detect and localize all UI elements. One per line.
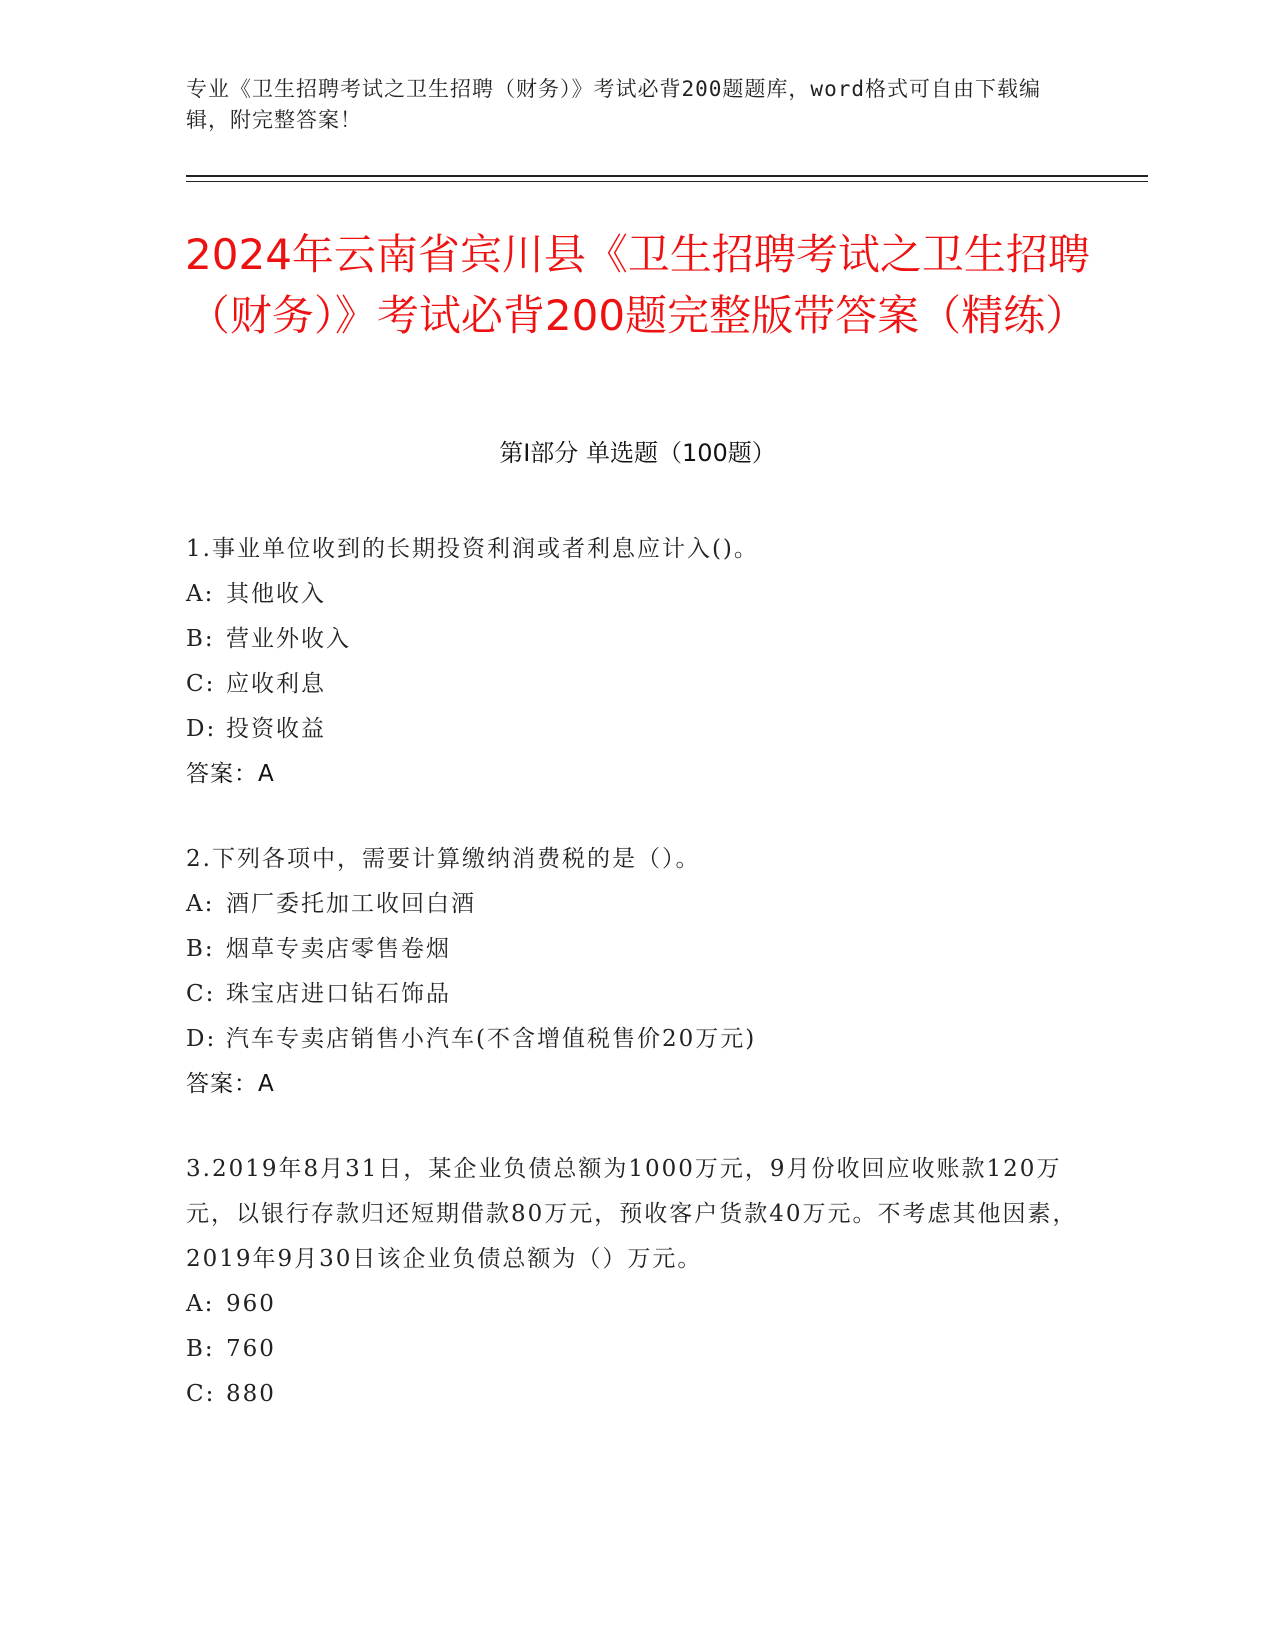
question-stem: 2.下列各项中，需要计算缴纳消费税的是（）。 <box>186 846 701 872</box>
option-text: 酒厂委托加工收回白酒 <box>226 891 476 917</box>
option-key: B: <box>186 1336 215 1362</box>
option-key: D: <box>186 1026 217 1052</box>
option-a <box>186 882 1081 927</box>
option-key: A: <box>186 891 215 917</box>
option-key: B: <box>186 626 215 652</box>
option-text: 汽车专卖店销售小汽车(不含增值税售价20万元) <box>226 1026 757 1052</box>
option-key: B: <box>186 936 215 962</box>
header-note: 专业《卫生招聘考试之卫生招聘（财务）》考试必背200题题库，word格式可自由下载编辑，附完整答案！ <box>186 77 1041 132</box>
option-text: 应收利息 <box>226 671 326 697</box>
option-key: C: <box>186 981 216 1007</box>
option-d <box>186 1017 1081 1062</box>
option-d <box>186 707 1081 752</box>
option-text: 760 <box>226 1336 276 1362</box>
option-text: 投资收益 <box>226 716 326 742</box>
question-2 <box>186 837 1081 1107</box>
option-key: D: <box>186 716 217 742</box>
option-a <box>186 572 1081 617</box>
option-text: 珠宝店进口钻石饰品 <box>226 981 451 1007</box>
option-text: 880 <box>226 1381 276 1407</box>
header-rule-thin <box>186 181 1148 182</box>
question-stem: 1.事业单位收到的长期投资利润或者利息应计入()。 <box>186 536 759 562</box>
option-text: 其他收入 <box>226 581 326 607</box>
option-b <box>186 617 1081 662</box>
option-text: 营业外收入 <box>226 626 351 652</box>
section-heading: 第I部分 单选题（100题） <box>499 439 776 467</box>
option-key: A: <box>186 581 215 607</box>
answer-line: 答案：A <box>186 1071 275 1097</box>
answer-line: 答案：A <box>186 761 275 787</box>
option-key: C: <box>186 671 216 697</box>
option-b <box>186 927 1081 972</box>
option-text: 烟草专卖店零售卷烟 <box>226 936 451 962</box>
question-stem: 3.2019年8月31日，某企业负债总额为1000万元，9月份收回应收账款120万元，以银行存款归还短期借款80万元，预收客户货款40万元。不考虑其他因素，2019年9月30日该企业负债总额为（）万元。 <box>186 1156 1078 1272</box>
question-1 <box>186 527 1081 797</box>
option-key: C: <box>186 1381 216 1407</box>
option-c <box>186 662 1081 707</box>
option-text: 960 <box>226 1291 276 1317</box>
question-list <box>186 527 1081 1457</box>
header-rule-thick <box>186 175 1148 177</box>
option-c <box>186 1372 1081 1417</box>
option-key: A: <box>186 1291 215 1317</box>
document-title: 2024年云南省宾川县《卫生招聘考试之卫生招聘（财务）》考试必背200题完整版带答案（精练） <box>185 230 1090 340</box>
option-c <box>186 972 1081 1017</box>
question-3 <box>186 1147 1081 1417</box>
option-b <box>186 1327 1081 1372</box>
option-a <box>186 1282 1081 1327</box>
